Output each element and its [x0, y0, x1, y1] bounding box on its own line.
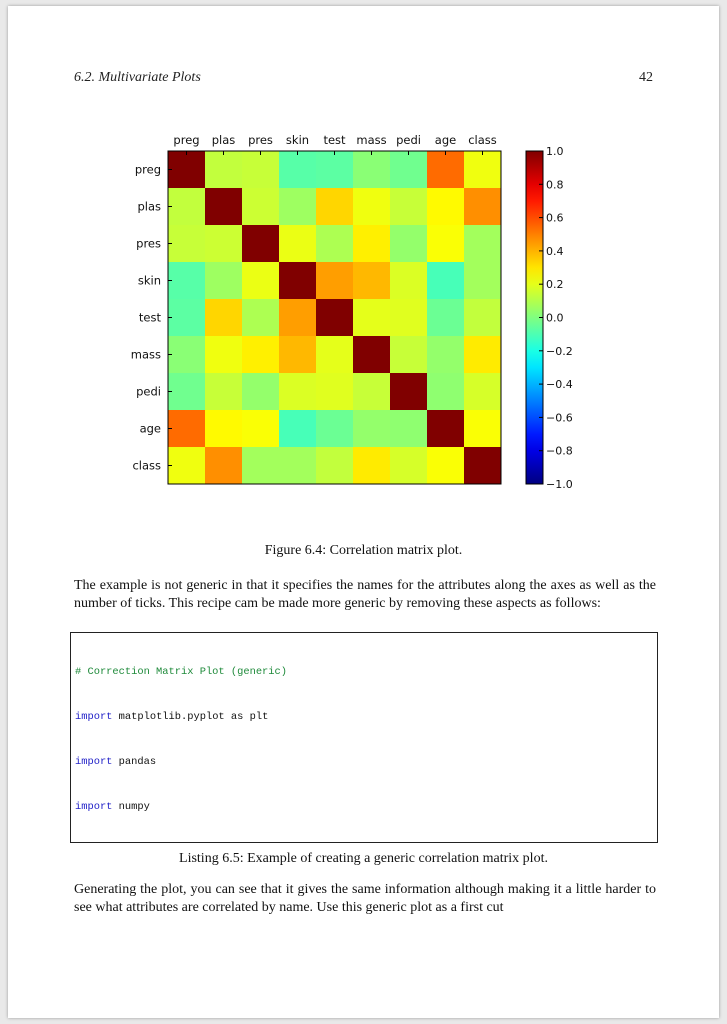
heatmap-cell: [390, 262, 428, 300]
heatmap-cell: [168, 373, 206, 411]
heatmap-cell: [390, 410, 428, 448]
heatmap-cell: [316, 373, 354, 411]
heatmap-cell: [205, 336, 243, 374]
y-tick-label: mass: [130, 347, 161, 362]
heatmap-cell: [353, 336, 391, 374]
heatmap-cell: [390, 225, 428, 263]
colorbar-tick-label: 0.0: [546, 311, 564, 325]
page-number: 42: [639, 70, 653, 85]
heatmap-cell: [279, 299, 317, 337]
colorbar-tick-label: −0.4: [546, 378, 573, 392]
heatmap-cell: [353, 225, 391, 263]
y-tick-label: preg: [134, 162, 161, 177]
heatmap-cell: [464, 410, 502, 448]
y-tick-label: test: [138, 310, 161, 325]
heatmap-cell: [353, 262, 391, 300]
heatmap-cell: [242, 225, 280, 263]
heatmap-cell: [279, 373, 317, 411]
heatmap-cell: [242, 188, 280, 226]
heatmap-cell: [205, 410, 243, 448]
heatmap-cell: [353, 447, 391, 485]
heatmap-cell: [242, 151, 280, 189]
heatmap-cell: [168, 188, 206, 226]
heatmap-cell: [242, 447, 280, 485]
body-paragraph-2: Generating the plot, you can see that it gives the same information although making it a little harder to see what attributes are correlated by name. Use this generic plot as a first cut: [74, 882, 656, 915]
heatmap-cell: [279, 151, 317, 189]
heatmap-cell: [205, 262, 243, 300]
y-tick-label: class: [132, 458, 161, 473]
heatmap-cell: [427, 410, 465, 448]
heatmap-cell: [279, 410, 317, 448]
heatmap-cell: [464, 299, 502, 337]
heatmap-cell: [353, 188, 391, 226]
x-tick-label: pedi: [396, 133, 421, 147]
heatmap-cell: [205, 151, 243, 189]
colorbar-tick-label: −1.0: [546, 478, 573, 491]
heatmap-cell: [464, 373, 502, 411]
colorbar-tick-label: 1.0: [546, 145, 564, 158]
heatmap-cell: [464, 336, 502, 374]
body-paragraph-1: The example is not generic in that it specifies the names for the attributes along the axes as well as the number of ticks. This recipe cam be made more generic by removing these aspects as follows:: [74, 578, 656, 611]
heatmap-cell: [353, 410, 391, 448]
running-header-section: 6.2. Multivariate Plots: [74, 70, 201, 85]
y-tick-label: pedi: [136, 384, 161, 399]
figure-caption: Figure 6.4: Correlation matrix plot.: [264, 543, 463, 558]
heatmap-cell: [390, 151, 428, 189]
x-tick-label: mass: [356, 133, 387, 147]
heatmap-cell: [427, 447, 465, 485]
heatmap-cell: [464, 225, 502, 263]
heatmap-cell: [316, 188, 354, 226]
colorbar-tick-label: −0.6: [546, 411, 573, 425]
heatmap-cell: [242, 336, 280, 374]
heatmap-cell: [464, 151, 502, 189]
x-tick-label: preg: [173, 133, 200, 147]
code-comment: # Correction Matrix Plot (generic): [75, 666, 288, 678]
x-tick-label: skin: [285, 133, 310, 147]
x-tick-label: test: [323, 133, 346, 147]
heatmap-cell: [279, 262, 317, 300]
heatmap-cell: [168, 336, 206, 374]
heatmap-cell: [168, 447, 206, 485]
x-tick-label: pres: [248, 133, 273, 147]
x-tick-label: plas: [211, 133, 236, 147]
heatmap-cell: [427, 188, 465, 226]
y-tick-label: age: [139, 421, 161, 436]
x-tick-label: age: [434, 133, 457, 147]
colorbar-tick-label: 0.8: [546, 178, 564, 192]
colorbar-tick-label: 0.4: [546, 244, 564, 258]
heatmap-cell: [427, 225, 465, 263]
colorbar-tick-label: −0.8: [546, 444, 573, 458]
y-tick-label: skin: [137, 273, 161, 288]
heatmap-cell: [205, 188, 243, 226]
heatmap-cell: [390, 373, 428, 411]
heatmap-cell: [427, 262, 465, 300]
heatmap-cell: [464, 188, 502, 226]
colorbar-tick-label: 0.6: [546, 211, 564, 225]
heatmap-cell: [353, 373, 391, 411]
heatmap-cell: [168, 299, 206, 337]
code-line: import matplotlib.pyplot as plt: [75, 711, 269, 723]
heatmap-cell: [464, 447, 502, 485]
heatmap-cell: [316, 225, 354, 263]
heatmap-cell: [316, 299, 354, 337]
heatmap-cell: [242, 262, 280, 300]
heatmap-cell: [168, 262, 206, 300]
heatmap-cell: [316, 336, 354, 374]
code-line: import pandas: [75, 756, 157, 768]
y-tick-label: pres: [136, 236, 161, 251]
x-tick-label: class: [468, 133, 497, 147]
y-tick-label: plas: [137, 199, 161, 214]
heatmap-cell: [242, 373, 280, 411]
correlation-matrix-plot: [112, 126, 592, 498]
heatmap-cell: [205, 373, 243, 411]
heatmap-cell: [316, 410, 354, 448]
heatmap-cell: [390, 299, 428, 337]
heatmap-cell: [427, 336, 465, 374]
heatmap-cell: [464, 262, 502, 300]
colorbar-tick-label: 0.2: [546, 278, 564, 292]
heatmap-cell: [390, 336, 428, 374]
heatmap-cell: [168, 410, 206, 448]
heatmap-cell: [427, 151, 465, 189]
code-listing: [70, 632, 658, 843]
heatmap-cell: [316, 151, 354, 189]
heatmap-cell: [205, 225, 243, 263]
heatmap-cell: [390, 447, 428, 485]
heatmap-cell: [205, 299, 243, 337]
heatmap-cell: [242, 299, 280, 337]
heatmap-cell: [427, 373, 465, 411]
heatmap-cell: [316, 447, 354, 485]
heatmap-cell: [353, 299, 391, 337]
colorbar-tick-label: −0.2: [546, 344, 573, 358]
heatmap-cell: [242, 410, 280, 448]
heatmap-cell: [279, 336, 317, 374]
heatmap-cell: [427, 299, 465, 337]
heatmap-cell: [390, 188, 428, 226]
code-line: import numpy: [75, 801, 150, 813]
heatmap-cell: [316, 262, 354, 300]
heatmap-cell: [279, 447, 317, 485]
heatmap-cell: [279, 188, 317, 226]
listing-caption: Listing 6.5: Example of creating a generic correlation matrix plot.: [179, 851, 548, 866]
heatmap-cell: [353, 151, 391, 189]
heatmap-cell: [205, 447, 243, 485]
heatmap-cell: [168, 151, 206, 189]
heatmap-cell: [279, 225, 317, 263]
heatmap-cell: [168, 225, 206, 263]
document-page: [8, 6, 719, 1018]
